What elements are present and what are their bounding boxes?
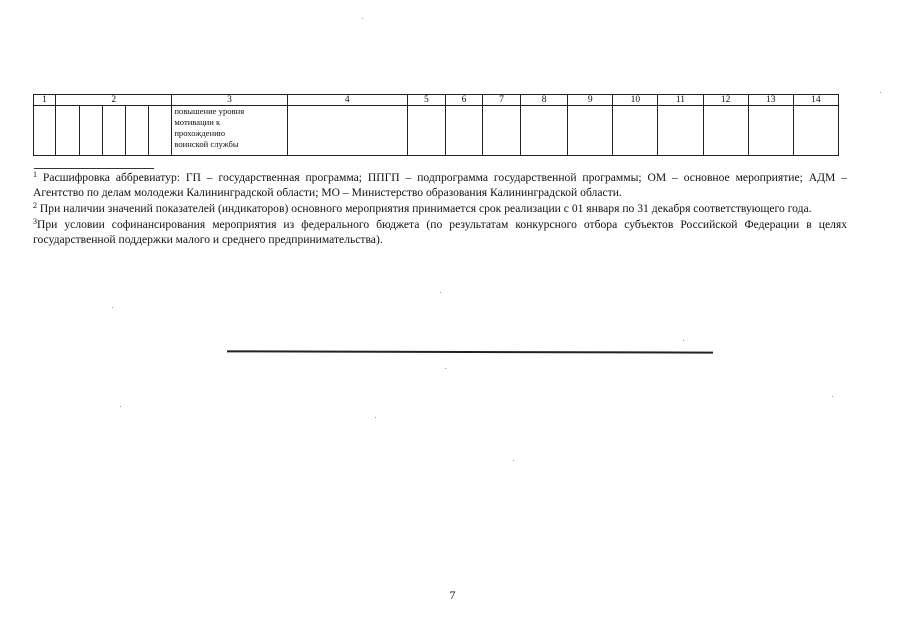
table-cell <box>287 106 407 156</box>
table-cell <box>126 106 149 156</box>
footnote-text: При наличии значений показателей (индикаторов) основного мероприятия принимается срок реализации с 01 января по 31 декабря соответствующего года. <box>39 202 812 215</box>
footnotes <box>33 170 847 248</box>
header-cell-1: 1 <box>34 95 56 106</box>
document-end-line <box>227 350 713 353</box>
table-cell <box>658 106 703 156</box>
scan-speck <box>513 460 514 461</box>
table-cell <box>103 106 126 156</box>
scan-speck <box>120 406 121 407</box>
table-cell <box>445 106 482 156</box>
table-cell <box>483 106 521 156</box>
footnote-separator <box>34 168 154 169</box>
description-line: повышение уровня <box>174 106 245 116</box>
table-cell <box>521 106 568 156</box>
table-cell <box>748 106 793 156</box>
table-row <box>34 106 839 156</box>
scan-speck <box>112 307 113 308</box>
scan-speck <box>440 292 441 293</box>
header-cell-5: 5 <box>407 95 445 106</box>
header-cell-4: 4 <box>287 95 407 106</box>
header-cell-2: 2 <box>56 95 172 106</box>
scan-speck <box>880 92 881 93</box>
footnote-1 <box>33 170 847 200</box>
header-cell-13: 13 <box>748 95 793 106</box>
scan-speck <box>362 18 363 19</box>
header-cell-6: 6 <box>445 95 482 106</box>
table-cell <box>793 106 838 156</box>
footnote-text: Расшифровка аббревиатур: ГП – государственная программа; ППГП – подпрограмма государственной программы; ОМ – основное мероприятие; АДМ – Агентство по делам молодежи Калининградской области; МО – Министерство образования Калининградской области. <box>33 171 847 199</box>
description-line: прохождению <box>174 128 226 138</box>
scan-speck <box>445 368 446 369</box>
header-cell-8: 8 <box>521 95 568 106</box>
table-cell <box>568 106 613 156</box>
footnote-2 <box>33 201 847 216</box>
page-number: 7 <box>449 588 456 602</box>
description-line: воинской службы <box>174 139 239 149</box>
table-cell <box>703 106 748 156</box>
table-cell <box>613 106 658 156</box>
header-cell-3: 3 <box>172 95 287 106</box>
header-cell-11: 11 <box>658 95 703 106</box>
header-cell-12: 12 <box>703 95 748 106</box>
header-cell-14: 14 <box>793 95 838 106</box>
table-cell-description <box>172 106 287 156</box>
header-cell-10: 10 <box>613 95 658 106</box>
footnote-mark: 2 <box>33 201 37 210</box>
table-cell <box>149 106 172 156</box>
header-cell-9: 9 <box>568 95 613 106</box>
footnote-text: При условии софинансирования мероприятия из федерального бюджета (по результатам конкурсного отбора субъектов Российской Федерации в целях государственной поддержки малого и среднего предпринимательства). <box>33 218 847 246</box>
table-cell <box>407 106 445 156</box>
scan-speck <box>683 340 684 341</box>
footnote-mark: 1 <box>33 170 37 179</box>
table-header-row <box>34 95 839 106</box>
footnote-3 <box>33 217 847 247</box>
table-cell <box>80 106 103 156</box>
scan-speck <box>375 417 376 418</box>
table-cell <box>56 106 80 156</box>
data-table <box>33 94 839 156</box>
scan-speck <box>832 396 833 397</box>
header-cell-7: 7 <box>483 95 521 106</box>
description-line: мотивации к <box>174 117 221 127</box>
table-cell <box>34 106 56 156</box>
footnote-mark: 3 <box>33 217 37 226</box>
